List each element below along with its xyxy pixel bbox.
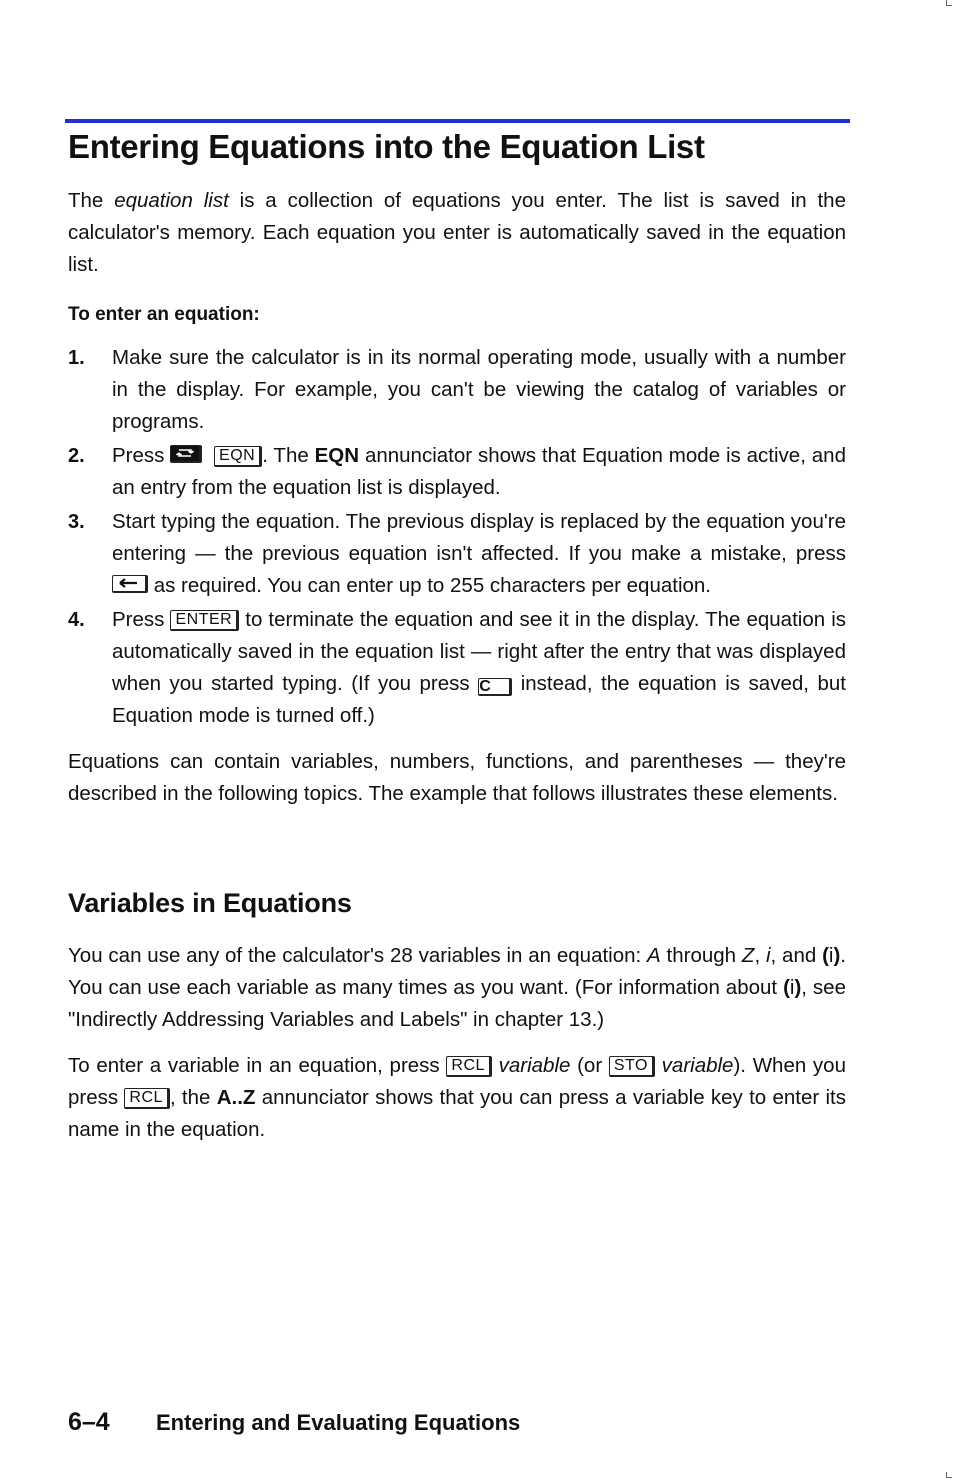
step-text: Press ENTER to terminate the equation and see it in the display. The equation is automatically saved in the equation list — right after the entry that was displayed when you started typing. (If you press C instead, the equation is saved, but Equation mode is turned off.) — [112, 608, 846, 727]
rcl-key: RCL — [124, 1088, 170, 1109]
shift-key-icon — [170, 445, 202, 463]
clear-key: C — [478, 678, 512, 696]
rcl-key: RCL — [446, 1056, 492, 1077]
page-number: 6–4 — [68, 1408, 110, 1436]
step-number: 2. — [68, 445, 85, 467]
section-heading: Variables in Equations — [68, 888, 352, 918]
equations-paragraph: Equations can contain variables, numbers, functions, and parentheses — they're described in the following topics. The example that follows illustrates these elements. — [68, 750, 846, 805]
chapter-title: Entering and Evaluating Equations — [156, 1410, 521, 1435]
variables-paragraph: You can use any of the calculator's 28 variables in an equation: A through Z, i, and (i). You can use each variable as many times as you want. (For information about (i), see "Indirectly Addressing Variables and Labels" in chapter 13.) — [68, 944, 846, 1031]
step-text: Start typing the equation. The previous display is replaced by the equation you're entering — the previous equation isn't affected. If you make a mistake, press as required. You can enter up to 255 characters per equation. — [112, 510, 846, 597]
step-text: Make sure the calculator is in its normal operating mode, usually with a number in the display. For example, you can't be viewing the catalog of variables or programs. — [112, 346, 846, 433]
eqn-key: EQN — [214, 446, 262, 467]
backspace-key-icon — [112, 575, 148, 593]
intro-paragraph: The equation list is a collection of equations you enter. The list is saved in the calculator's memory. Each equation you enter is automatically saved in the equation list. — [68, 189, 846, 276]
procedure-heading: To enter an equation: — [68, 304, 260, 325]
crop-mark — [946, 0, 952, 6]
step-number: 3. — [68, 511, 85, 533]
sto-key: STO — [609, 1056, 655, 1077]
enter-key: ENTER — [170, 610, 239, 631]
heading-rule — [65, 119, 850, 123]
step-number: 1. — [68, 347, 85, 369]
enter-variable-paragraph: To enter a variable in an equation, press RCL variable (or STO variable). When you press RCL , the A..Z annunciator shows that you can press a variable key to enter its name in the equation. — [68, 1054, 846, 1141]
crop-mark — [946, 1472, 952, 1478]
step-text: Press EQN . The EQN annunciator shows that Equation mode is active, and an entry from the equation list is displayed. — [112, 444, 846, 499]
page-title: Entering Equations into the Equation List — [68, 128, 705, 165]
step-number: 4. — [68, 609, 85, 631]
